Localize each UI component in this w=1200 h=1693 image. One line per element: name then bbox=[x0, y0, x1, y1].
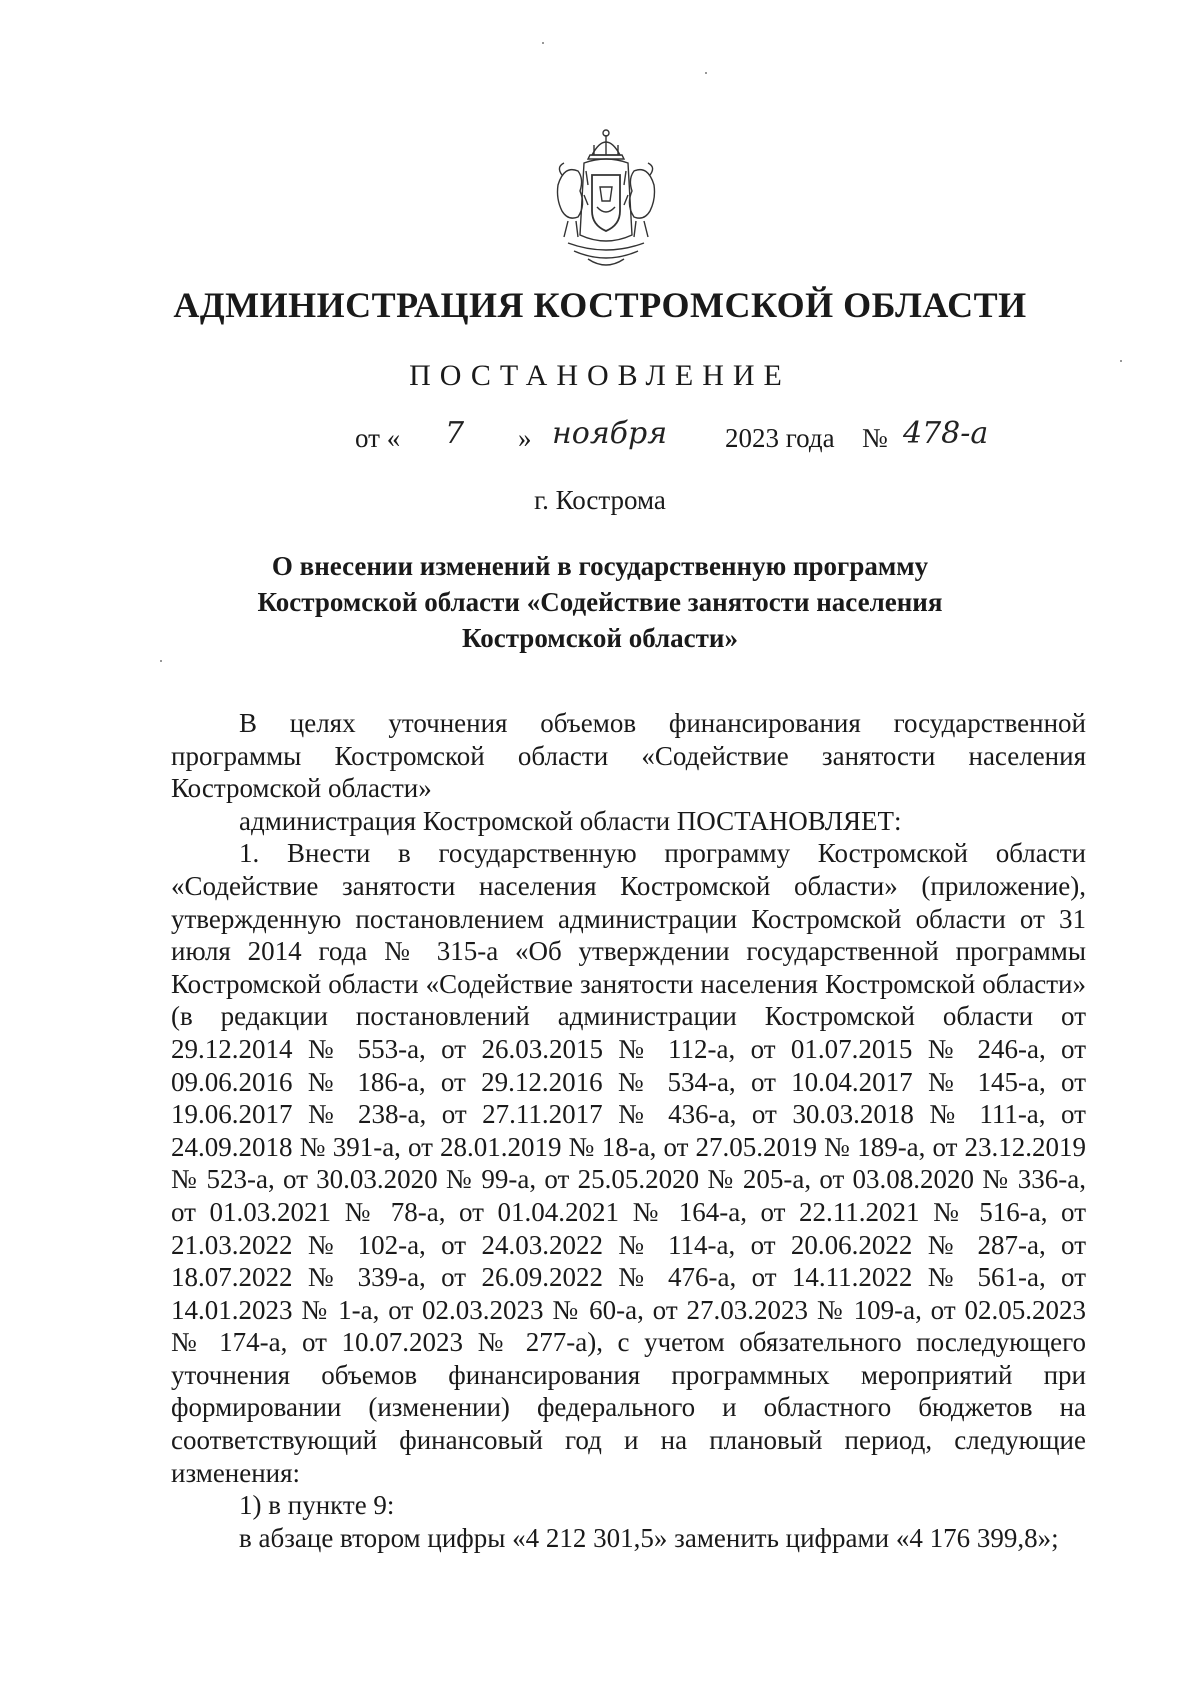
date-year: 2023 года bbox=[725, 423, 835, 453]
organization-title: АДМИНИСТРАЦИЯ КОСТРОМСКОЙ ОБЛАСТИ bbox=[173, 285, 1027, 325]
subject-line: Костромской области» bbox=[462, 623, 738, 653]
document-number-handwritten: 478-а bbox=[903, 416, 989, 451]
date-month-handwritten: ноября bbox=[552, 416, 668, 451]
document-body bbox=[171, 707, 1086, 1554]
body-paragraph: администрация Костромской области ПОСТАНОВЛЯЕТ: bbox=[239, 805, 902, 836]
subject-line: О внесении изменений в государственную программу bbox=[271, 551, 929, 581]
subject-line: Костромской области «Содействие занятости населения bbox=[257, 587, 943, 617]
date-day-handwritten: 7 bbox=[445, 416, 465, 451]
scan-speck bbox=[1120, 360, 1122, 362]
body-paragraph: 1. Внести в государственную программу Костромской области «Содействие занятости населения Костромской области» (приложение), утвержденную постановлением администрации Костромской области от 31 июля 2014 года № 315-а «Об утверждении государственной программы Костромской области «Содействие занятости населения Костромской области» (в редакции постановлений администрации Костромской области от 29.12.2014 № 553-а, от 26.03.2015 № 112-а, от 01.07.2015 № 246-а, от 09.06.2016 № 186-а, от 29.12.2016 № 534-а, от 10.04.2017 № 145-а, от 19.06.2017 № 238-а, от 27.11.2017 № 436-а, от 30.03.2018 № 111-а, от 24.09.2018 № 391-а, от 28.01.2019 № 18-а, от 27.05.2019 № 189-а, от 23.12.2019 № 523-а, от 30.03.2020 № 99-а, от 25.05.2020 № 205-а, от 03.08.2020 № 336-а, от 01.03.2021 № 78-а, от 01.04.2021 № 164-а, от 22.11.2021 № 516-а, от 21.03.2022 № 102-а, от 24.03.2022 № 114-а, от 20.06.2022 № 287-а, от 18.07.2022 № 339-а, от 26.09.2022 № 476-а, от 14.11.2022 № 561-а, от 14.01.2023 № 1-а, от 02.03.2023 № 60-а, от 27.03.2023 № 109-а, от 02.05.2023 № 174-а, от 10.07.2023 № 277-а), с учетом обязательного последующего уточнения объемов финансирования программных мероприятий при формировании (изменении) федерального и областного бюджетов на соответствующий финансовый год и на плановый период, следующие изменения: bbox=[171, 838, 1086, 1488]
body-paragraph: 1) в пункте 9: bbox=[239, 1490, 395, 1521]
document-type: ПОСТАНОВЛЕНИЕ bbox=[409, 359, 791, 392]
city-line: г. Кострома bbox=[534, 485, 666, 515]
scan-speck bbox=[542, 42, 544, 44]
date-quote-close: » bbox=[518, 423, 532, 453]
body-paragraph: В целях уточнения объемов финансирования государственной программы Костромской области «Содействие занятости населения Костромской области» bbox=[171, 708, 1086, 804]
number-sign: № bbox=[862, 423, 888, 453]
date-prefix: от « bbox=[355, 423, 401, 453]
scan-speck bbox=[160, 660, 162, 662]
body-paragraph: в абзаце втором цифры «4 212 301,5» заменить цифрами «4 176 399,8»; bbox=[239, 1522, 1059, 1553]
coat-of-arms-emblem bbox=[548, 125, 664, 273]
document-subject bbox=[200, 548, 1000, 656]
scan-speck bbox=[705, 72, 707, 74]
